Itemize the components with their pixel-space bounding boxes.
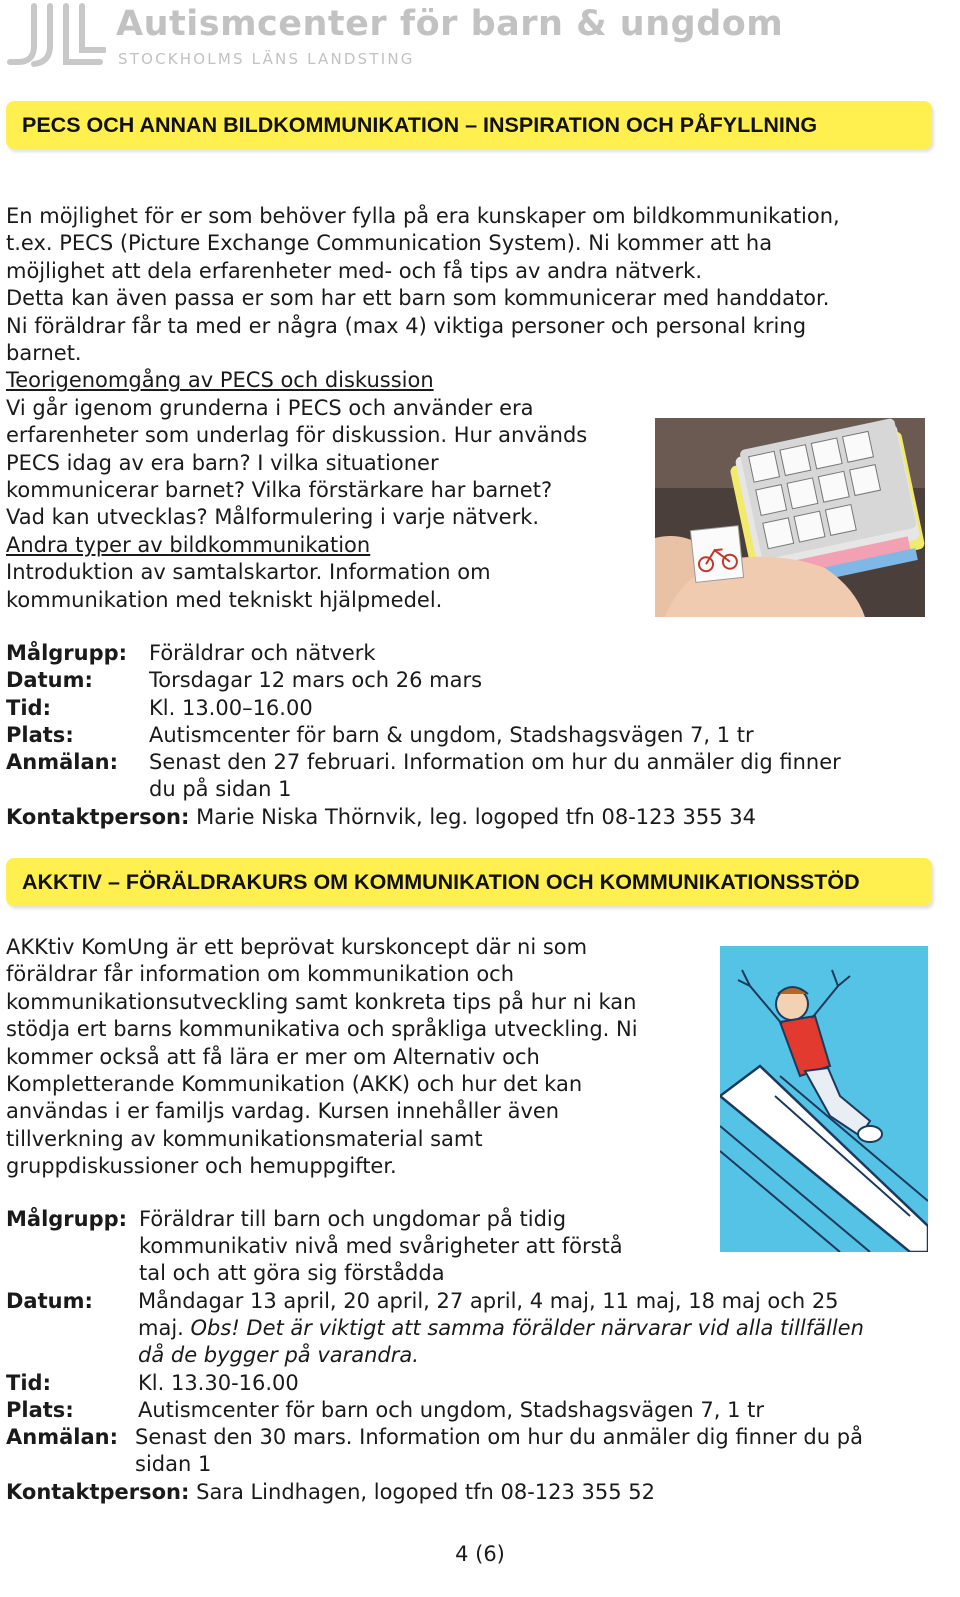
detail-value: kommunikativ nivå med svårigheter att förstå xyxy=(139,1234,623,1258)
detail-label: Tid: xyxy=(6,696,51,720)
section-title: PECS OCH ANNAN BILDKOMMUNIKATION – INSPIRATION OCH PÅFYLLNING xyxy=(22,113,818,137)
section-banner-akktiv xyxy=(6,858,932,906)
detail-value: Kl. 13.00–16.00 xyxy=(149,696,313,720)
text-line: kommunikationsutveckling samt konkreta tips på hur ni kan xyxy=(6,989,637,1014)
text-line: t.ex. PECS (Picture Exchange Communication System). Ni kommer att ha xyxy=(6,231,773,256)
detail-label: Anmälan: xyxy=(6,1425,118,1449)
detail-tid xyxy=(6,695,936,723)
text-line: stödja ert barns kommunikativa och språkliga utveckling. Ni xyxy=(6,1017,638,1042)
subheading-other: Andra typer av bildkommunikation xyxy=(6,532,371,557)
text-line: tillverkning av kommunikationsmaterial samt xyxy=(6,1126,483,1151)
text-line: gruppdiskussioner och hemuppgifter. xyxy=(6,1154,397,1179)
text-line: barnet. xyxy=(6,341,82,366)
org-subtitle: STOCKHOLMS LÄNS LANDSTING xyxy=(118,50,415,68)
text-line: kommer också att få lära er mer om Alternativ och xyxy=(6,1044,540,1069)
text-line: Kompletterande Kommunikation (AKK) och hur det kan xyxy=(6,1072,583,1097)
org-name: Autismcenter för barn & ungdom xyxy=(116,4,784,44)
text-line: erfarenheter som underlag för diskussion. Hur används xyxy=(6,423,588,448)
detail-label: Tid: xyxy=(6,1371,51,1395)
detail-datum xyxy=(6,1288,946,1372)
logo-mark-icon xyxy=(6,2,106,68)
detail-kontakt xyxy=(6,1479,936,1507)
pecs-photo xyxy=(655,418,925,617)
detail-label: Kontaktperson: xyxy=(6,1480,190,1504)
text-line: Detta kan även passa er som har ett barn som kommunicerar med handdator. xyxy=(6,286,830,311)
subheading-theory: Teorigenomgång av PECS och diskussion xyxy=(6,368,434,393)
detail-label: Anmälan: xyxy=(6,750,118,774)
detail-value: sidan 1 xyxy=(135,1452,212,1476)
detail-value: Torsdagar 12 mars och 26 mars xyxy=(149,668,483,692)
detail-value: Föräldrar och nätverk xyxy=(149,641,376,665)
detail-value: Kl. 13.30-16.00 xyxy=(138,1371,299,1395)
detail-label: Plats: xyxy=(6,1398,74,1422)
text-line: Vi går igenom grunderna i PECS och använder era xyxy=(6,395,534,420)
text-line: användas i er familjs vardag. Kursen innehåller även xyxy=(6,1099,560,1124)
text-line: AKKtiv KomUng är ett beprövat kurskoncept där ni som xyxy=(6,935,588,959)
detail-tid xyxy=(6,1370,936,1398)
detail-plats xyxy=(6,1397,936,1425)
text-line: PECS idag av era barn? I vilka situationer xyxy=(6,450,439,475)
section-banner-pecs xyxy=(6,101,932,149)
detail-malgrupp xyxy=(6,640,936,668)
detail-kontakt xyxy=(6,804,936,832)
text-line: Introduktion av samtalskartor. Information om xyxy=(6,560,491,585)
text-line: En möjlighet för er som behöver fylla på era kunskaper om bildkommunikation, xyxy=(6,204,840,228)
detail-value: du på sidan 1 xyxy=(149,777,292,801)
detail-value: tal och att göra sig förstådda xyxy=(139,1261,445,1285)
detail-value: Sara Lindhagen, logoped tfn 08-123 355 52 xyxy=(196,1480,656,1504)
detail-value: Senast den 27 februari. Information om hur du anmäler dig finner xyxy=(149,750,841,774)
detail-value: Marie Niska Thörnvik, leg. logoped tfn 08-123 355 34 xyxy=(196,805,757,829)
detail-anmalan xyxy=(6,1424,946,1480)
detail-malgrupp xyxy=(6,1206,936,1290)
detail-label: Kontaktperson: xyxy=(6,805,190,829)
detail-value: Autismcenter för barn och ungdom, Stadshagsvägen 7, 1 tr xyxy=(138,1398,764,1422)
detail-value: Föräldrar till barn och ungdomar på tidig xyxy=(139,1207,567,1231)
detail-label: Målgrupp: xyxy=(6,641,128,665)
detail-value: maj. Obs! Det är viktigt att samma förälder närvarar vid alla tillfällen xyxy=(138,1316,864,1340)
pecs-photo-icon xyxy=(655,418,925,617)
text-line: kommunikation med tekniskt hjälpmedel. xyxy=(6,587,443,612)
text-line: möjlighet att dela erfarenheter med- och få tips av andra nätverk. xyxy=(6,258,703,283)
text-line: föräldrar får information om kommunikation och xyxy=(6,962,515,987)
detail-plats xyxy=(6,722,936,750)
text-line: kommunicerar barnet? Vilka förstärkare har barnet? xyxy=(6,478,553,503)
detail-value: Måndagar 13 april, 20 april, 27 april, 4 maj, 11 maj, 18 maj och 25 xyxy=(138,1289,839,1313)
detail-label: Målgrupp: xyxy=(6,1207,128,1231)
detail-value: Autismcenter för barn & ungdom, Stadshagsvägen 7, 1 tr xyxy=(149,723,754,747)
detail-anmalan xyxy=(6,749,936,805)
detail-label: Datum: xyxy=(6,668,93,692)
section-title: AKKTIV – FÖRÄLDRAKURS OM KOMMUNIKATION OCH KOMMUNIKATIONSSTÖD xyxy=(22,870,860,894)
detail-datum xyxy=(6,667,936,695)
detail-label: Plats: xyxy=(6,723,74,747)
detail-value: då de bygger på varandra. xyxy=(138,1343,419,1367)
page-number: 4 (6) xyxy=(455,1542,505,1566)
detail-value: Senast den 30 mars. Information om hur du anmäler dig finner du på xyxy=(135,1425,863,1449)
text-line: Vad kan utvecklas? Målformulering i varje nätverk. xyxy=(6,505,540,530)
akktiv-intro xyxy=(6,934,711,1181)
detail-label: Datum: xyxy=(6,1289,93,1313)
text-line: Ni föräldrar får ta med er några (max 4) viktiga personer och personal kring xyxy=(6,313,807,338)
